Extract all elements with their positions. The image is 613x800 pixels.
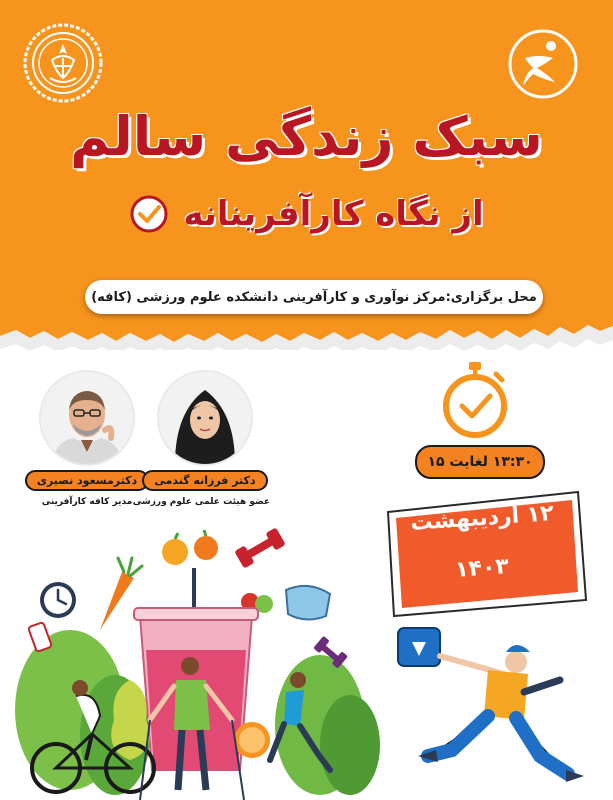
speaker-photo-nasiri xyxy=(39,370,135,466)
wall-clock-icon xyxy=(40,582,76,618)
speaker-name-nasiri: دکترمسعود نصیری xyxy=(25,470,149,491)
event-subtitle-row xyxy=(0,190,613,238)
venue-banner xyxy=(85,280,543,314)
dumbbell-icon xyxy=(234,527,286,568)
speaker-name-gandomi: دکتر فرزانه گندمی xyxy=(142,470,267,491)
runner-logo-icon xyxy=(507,28,579,100)
speaker-photo-gandomi xyxy=(157,370,253,466)
stopwatch-icon xyxy=(440,360,510,440)
speaker-card-nasiri xyxy=(22,370,152,507)
event-subtitle: از نگاه کارآفرینانه xyxy=(183,194,484,234)
speaker-role-gandomi: عضو هیئت علمی علوم ورزشی xyxy=(132,497,270,507)
event-date-day: ۱۲ اردیبهشت xyxy=(409,501,555,536)
event-title: سبک زندگی سالم xyxy=(70,105,543,168)
face-mask-icon xyxy=(286,586,330,620)
time-badge xyxy=(415,445,545,479)
delivery-runner-figure xyxy=(398,628,584,782)
venue-text: محل برگزاری:مرکز نوآوری و کارآفرینی دانشکده علوم ورزشی (کافه) xyxy=(91,289,537,305)
speaker-card-gandomi xyxy=(132,370,270,507)
event-date-year: ۱۴۰۳ xyxy=(454,554,510,583)
event-time: ۱۳:۳۰ لغایت ۱۵ xyxy=(427,454,533,470)
university-seal-icon xyxy=(22,22,104,104)
healthy-lifestyle-illustration xyxy=(0,520,613,800)
check-circle-icon xyxy=(129,194,169,234)
speaker-role-nasiri: مدیر کافه کارآفرینی xyxy=(41,497,133,507)
